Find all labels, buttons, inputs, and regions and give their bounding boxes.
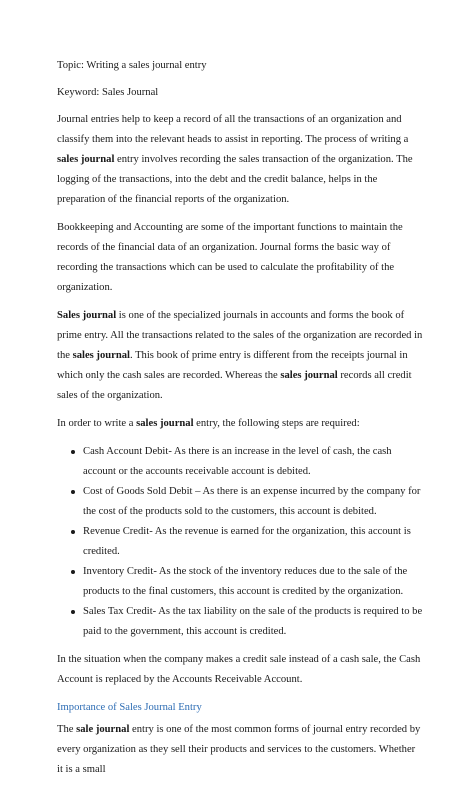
keyword-line: Keyword: Sales Journal [57, 87, 159, 98]
list-item-text: Cash Account Debit- As there is an increase in the level of cash, the cash account or the accounts receivable account is debited. [83, 446, 392, 477]
topic-line: Topic: Writing a sales journal entry [57, 60, 207, 71]
list-item [57, 442, 423, 482]
text-run: records all credit sales of the organization. [57, 370, 412, 401]
bold-term: sales journal [57, 154, 115, 165]
text-run: entry involves recording the sales transaction of the organization. The logging of the transactions, into the debt and the credit balance, helps in the preparation of the financial reports of the organization. [57, 154, 413, 205]
paragraph-importance [57, 720, 423, 780]
list-item-text: Revenue Credit- As the revenue is earned for the organization, this account is credited. [83, 526, 411, 557]
bullet-icon [71, 530, 75, 534]
paragraph-sales-journal [57, 306, 423, 406]
paragraph-steps-intro [57, 414, 423, 434]
text-run: Journal entries help to keep a record of all the transactions of an organization and classify them into the relevant heads to assist in reporting. The process of writing a [57, 114, 409, 145]
bullet-icon [71, 610, 75, 614]
list-item [57, 522, 423, 562]
paragraph-intro [57, 110, 423, 210]
text-run: . This book of prime entry is different from the receipts journal in which only the cash sales are recorded. Whereas the [57, 350, 408, 381]
text-run: In order to write a [57, 418, 137, 429]
list-item [57, 482, 423, 522]
list-item [57, 602, 423, 642]
list-item-text: Cost of Goods Sold Debit – As there is an expense incurred by the company for the cost of the products sold to the customers, this account is debited. [83, 486, 421, 517]
bullet-icon [71, 570, 75, 574]
list-item-text: Inventory Credit- As the stock of the inventory reduces due to the sale of the products to the final customers, this account is credited by the organization. [83, 566, 408, 597]
bold-term: sales journal [72, 350, 130, 361]
document-body [57, 56, 423, 788]
bold-term: sales journal [280, 370, 338, 381]
text-run: entry is one of the most common forms of journal entry recorded by every organization as they sell their products and services to the customers. Whether it is a small [57, 724, 421, 775]
paragraph-credit-sale: In the situation when the company makes a credit sale instead of a cash sale, the Cash Account is replaced by the Accounts Receivable Account. [57, 654, 421, 685]
text-run: is one of the specialized journals in accounts and forms the book of prime entry. All the transactions related to the sales of the organization are recorded in the [57, 310, 423, 361]
text-run: The [57, 724, 77, 735]
bold-term: sales journal [136, 418, 194, 429]
bold-term: sale journal [76, 724, 130, 735]
section-heading: Importance of Sales Journal Entry [57, 702, 202, 713]
bullet-icon [71, 450, 75, 454]
list-item [57, 562, 423, 602]
text-run: entry, the following steps are required: [193, 418, 360, 429]
steps-list [57, 442, 423, 642]
paragraph-bookkeeping: Bookkeeping and Accounting are some of the important functions to maintain the records of the financial data of an organization. Journal forms the basic way of recording the transactions which can be used to calculate the profitability of the organization. [57, 222, 403, 293]
list-item-text: Sales Tax Credit- As the tax liability on the sale of the products is required to be paid to the government, this account is credited. [83, 606, 423, 637]
bold-term: Sales journal [57, 310, 117, 321]
bullet-icon [71, 490, 75, 494]
